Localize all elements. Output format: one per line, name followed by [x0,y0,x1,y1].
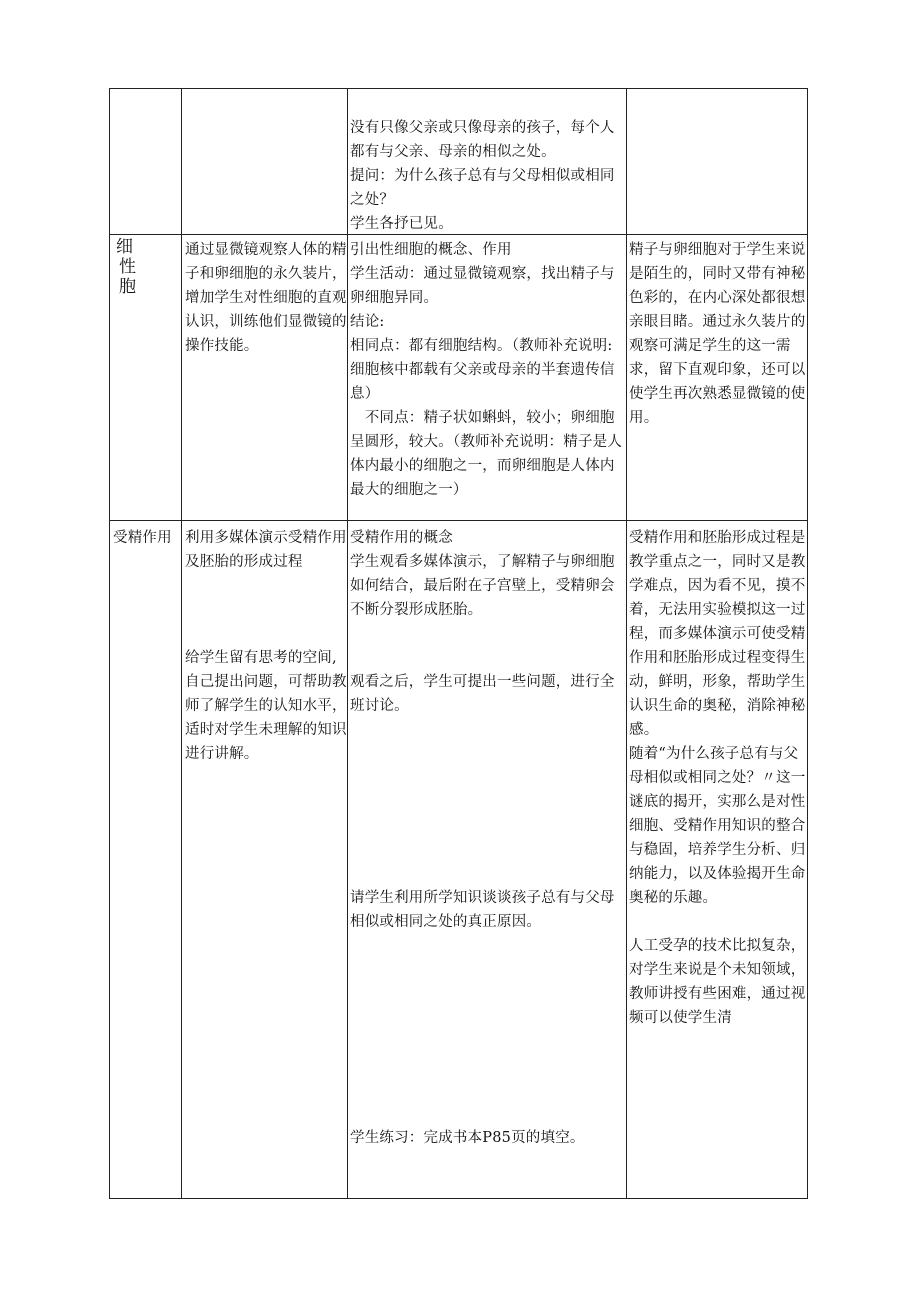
design-text: 给学生留有思考的空间,自己提出问题，可帮助教师了解学生的认知水平，适时对学生未理解的知识进行讲解。 [185,650,347,762]
activity-text: 结论: [350,314,385,330]
column-divider [347,89,348,1198]
activity-text: 请学生利用所学知识谈谈孩子总有与父母相似或相同之处的真正原因。 [350,890,615,930]
row3-intent-cell [629,526,807,1030]
stage-label: 胞 [119,277,137,297]
row2-stage-cell [116,237,178,297]
intent-text: 随着“为什么孩子总有与父母相似或相同之处？〃这一谜底的揭开，实那么是对性细胞、受精作用知识的整合与稳固，培养学生分析、归纳能力，以及体验揭开生命奥秘的乐趣。 [629,746,806,906]
stage-label: 受精作用 [113,530,172,546]
activity-text: 受精作用的概念 [350,530,453,546]
activity-text: 相同点：都有细胞结构。（教师补充说明:细胞核中都载有父亲或母亲的半套遗传信息） [350,338,615,402]
activity-text: 提问：为什么孩子总有与父母相似或相同之处？ [350,168,615,208]
stage-label: 性 [119,257,137,277]
activity-text: 学生各抒已见。 [350,216,453,232]
row2-activity-cell [350,238,625,502]
design-text: 利用多媒体演示受精作用及胚胎的形成过程 [185,530,347,570]
activity-text: 不同点：精子状如蝌蚪，较小；卵细胞呈圆形，较大。（教师补充说明：精子是人体内最小的细胞之一，而卵细胞是人体内最大的细胞之一） [350,410,623,498]
row3-stage-cell [113,526,181,550]
intent-text: 精子与卵细胞对于学生来说是陌生的，同时又带有神秘色彩的，在内心深处都很想亲眼目睹。通过永久装片的观察可满足学生的这一需求，留下直观印象，还可以使学生再次熟悉显微镜的使用。 [629,242,806,426]
lesson-plan-table [109,88,808,1199]
activity-text: 观看之后，学生可提出一些问题，进行全班讨论。 [350,674,615,714]
column-divider [181,89,182,1198]
design-text: 通过显微镜观察人体的精子和卵细胞的永久装片，增加学生对性细胞的直观认识，训练他们显微镜的操作技能。 [185,242,347,354]
stage-label: 细 [116,237,134,257]
row2-design-cell [185,238,347,358]
activity-text: 学生练习：完成书本P85页的填空。 [350,1130,585,1146]
row3-design-cell [185,526,347,766]
activity-text: 没有只像父亲或只像母亲的孩子，每个人都有与父亲、母亲的相似之处。 [350,120,615,160]
row-divider [110,520,807,521]
activity-text: 引出性细胞的概念、作用 [350,242,512,258]
activity-text: 学生观看多媒体演示，了解精子与卵细胞如何结合，最后附在子宫壁上，受精卵会不断分裂形成胚胎。 [350,554,615,618]
intent-text: 人工受孕的技术比拟复杂，对学生来说是个未知领域，教师讲授有些困难，通过视频可以使学生清 [629,938,806,1026]
intent-text: 受精作用和胚胎形成过程是教学重点之一，同时又是教学难点，因为看不见，摸不着，无法用实验模拟这一过程，而多媒体演示可使受精作用和胚胎形成过程变得生动，鲜明，形象，帮助学生认识生命的奥秘，消除神秘感。 [629,530,806,738]
row3-activity-cell [350,526,625,1150]
row2-intent-cell [629,238,807,430]
activity-text: 学生活动：通过显微镜观察，找出精子与卵细胞异同。 [350,266,615,306]
column-divider [626,89,627,1198]
row1-activity-cell [350,116,625,236]
